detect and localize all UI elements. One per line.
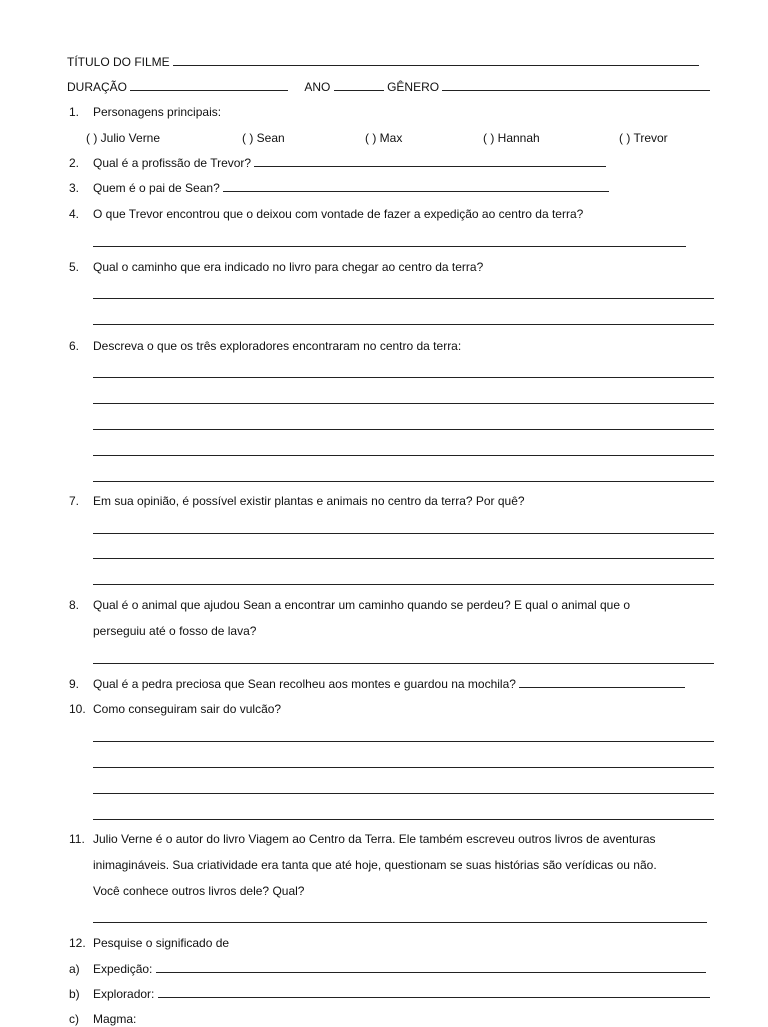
answer-line[interactable] [93, 533, 714, 534]
year-input-line[interactable] [334, 79, 384, 91]
answer-line[interactable] [93, 584, 714, 585]
question-2-row [93, 155, 606, 171]
question-2-answer-line[interactable] [254, 155, 606, 167]
question-3-answer-line[interactable] [223, 180, 609, 192]
answer-line[interactable] [93, 922, 707, 923]
question-7-text: Em sua opinião, é possível existir plantas e animais no centro da terra? Por quê? [93, 494, 525, 508]
question-number: 1. [69, 105, 80, 119]
expedicao-row [93, 961, 706, 977]
question-number: 2. [69, 156, 80, 170]
duration-input-line[interactable] [130, 79, 288, 91]
option-julio-verne[interactable]: ( ) Julio Verne [86, 131, 161, 145]
question-9-answer-line[interactable] [519, 676, 685, 688]
question-3-row [93, 180, 609, 196]
explorador-label: Explorador: [93, 987, 155, 1001]
answer-line[interactable] [93, 741, 714, 742]
answer-line[interactable] [93, 324, 714, 325]
question-number: 6. [69, 339, 80, 353]
answer-line[interactable] [93, 429, 714, 430]
answer-line[interactable] [93, 558, 714, 559]
item-letter: b) [69, 987, 80, 1001]
question-5-text: Qual o caminho que era indicado no livro para chegar ao centro da terra? [93, 260, 484, 274]
question-8-text-line-1: Qual é o animal que ajudou Sean a encontrar um caminho quando se perdeu? E qual o animal que o [93, 598, 631, 612]
answer-line[interactable] [93, 663, 714, 664]
answer-line[interactable] [93, 246, 686, 247]
question-number: 4. [69, 207, 80, 221]
question-11-text-line-1: Julio Verne é o autor do livro Viagem ao Centro da Terra. Ele também escreveu outros livros de aventuras [93, 832, 656, 846]
question-number: 7. [69, 494, 80, 508]
question-3-text: Quem é o pai de Sean? [93, 181, 220, 195]
explorador-row [93, 986, 710, 1002]
option-sean[interactable]: ( ) Sean [242, 131, 285, 145]
question-number: 3. [69, 181, 80, 195]
question-number: 12. [69, 936, 86, 950]
answer-line[interactable] [93, 819, 714, 820]
year-label: ANO [304, 80, 331, 94]
question-2-text: Qual é a profissão de Trevor? [93, 156, 252, 170]
question-number: 11. [69, 832, 85, 846]
duration-label: DURAÇÃO [67, 80, 128, 94]
question-4-text: O que Trevor encontrou que o deixou com vontade de fazer a expedição ao centro da terra? [93, 207, 584, 221]
question-9-row [93, 676, 685, 692]
question-number: 9. [69, 677, 80, 691]
question-8-text-line-2: perseguiu até o fosso de lava? [93, 624, 257, 638]
question-number: 8. [69, 598, 80, 612]
expedicao-label: Expedição: [93, 962, 153, 976]
film-title-label: TÍTULO DO FILME [67, 55, 170, 69]
item-letter: a) [69, 962, 80, 976]
question-number: 5. [69, 260, 80, 274]
answer-line[interactable] [93, 377, 714, 378]
question-10-text: Como conseguiram sair do vulcão? [93, 702, 282, 716]
item-letter: c) [69, 1012, 79, 1026]
magma-row [93, 1011, 136, 1027]
duration-year-genre-row [67, 79, 710, 95]
question-number: 10. [69, 702, 86, 716]
magma-label: Magma: [93, 1012, 137, 1026]
question-11-text-line-3: Você conhece outros livros dele? Qual? [93, 884, 305, 898]
question-6-text: Descreva o que os três exploradores encontraram no centro da terra: [93, 339, 462, 353]
option-trevor[interactable]: ( ) Trevor [619, 131, 668, 145]
answer-line[interactable] [93, 403, 714, 404]
option-max[interactable]: ( ) Max [365, 131, 403, 145]
genre-label: GÊNERO [387, 80, 440, 94]
answer-line[interactable] [93, 793, 714, 794]
film-title-input-line[interactable] [173, 54, 699, 66]
question-9-text: Qual é a pedra preciosa que Sean recolheu aos montes e guardou na mochila? [93, 677, 516, 691]
genre-input-line[interactable] [442, 79, 710, 91]
question-12-text: Pesquise o significado de [93, 936, 230, 950]
explorador-answer-line[interactable] [158, 986, 710, 998]
question-1-text: Personagens principais: [93, 105, 222, 119]
answer-line[interactable] [93, 298, 714, 299]
option-hannah[interactable]: ( ) Hannah [483, 131, 540, 145]
film-title-field [67, 54, 699, 70]
question-11-text-line-2: inimagináveis. Sua criatividade era tanta que até hoje, questionam se suas histórias são verídicas ou não. [93, 858, 657, 872]
answer-line[interactable] [93, 767, 714, 768]
answer-line[interactable] [93, 455, 714, 456]
answer-line[interactable] [93, 481, 714, 482]
expedicao-answer-line[interactable] [156, 961, 706, 973]
